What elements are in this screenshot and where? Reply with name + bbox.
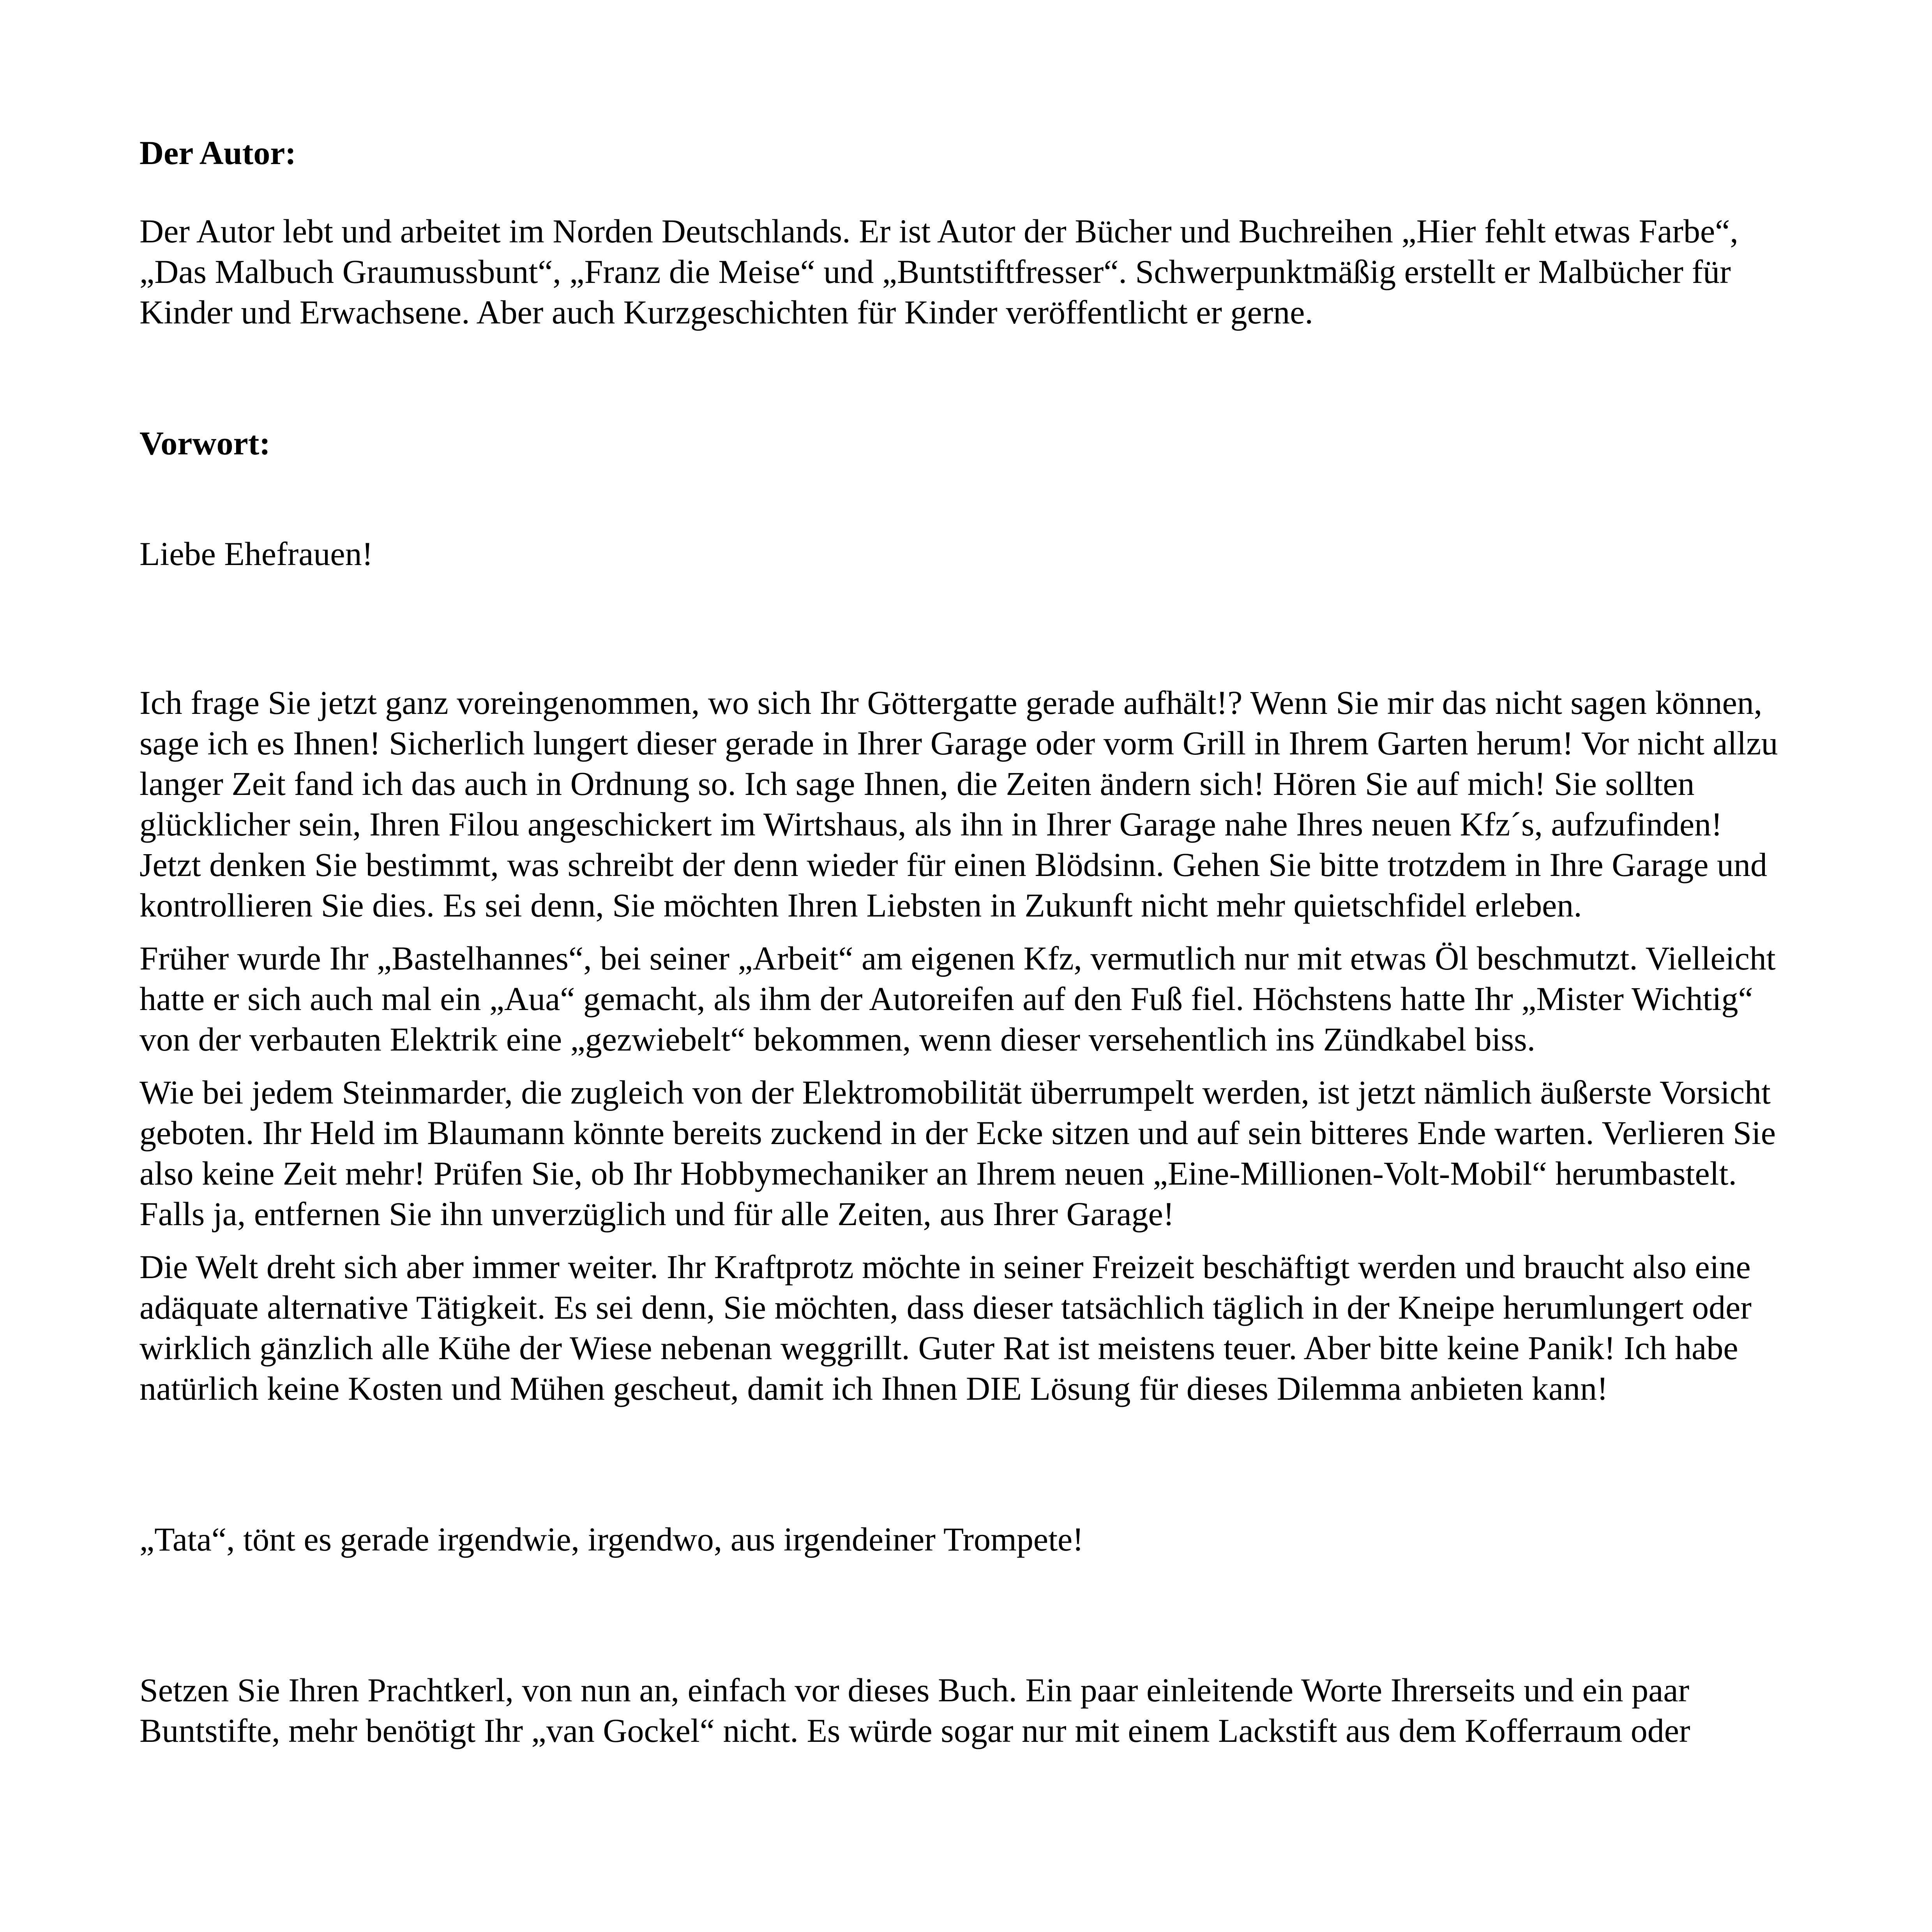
salutation: Liebe Ehefrauen! <box>140 535 373 572</box>
paragraph-line: Jetzt denken Sie bestimmt, was schreibt der denn wieder für einen Blödsinn. Gehen Sie bitte trotzdem in Ihre Garage und <box>140 846 1767 883</box>
paragraph-line: glücklicher sein, Ihren Filou angeschickert im Wirtshaus, als ihn in Ihrer Garage nahe Ihres neuen Kfz´s, aufzufinden! <box>140 805 1722 843</box>
foreword-paragraph <box>140 1247 1916 1409</box>
paragraph-line: Falls ja, entfernen Sie ihn unverzüglich und für alle Zeiten, aus Ihrer Garage! <box>140 1195 1174 1233</box>
paragraph-line: Buntstifte, mehr benötigt Ihr „van Gockel“ nicht. Es würde sogar nur mit einem Lackstift aus dem Kofferraum oder <box>140 1712 1690 1749</box>
closing-paragraph <box>140 1670 1916 1751</box>
paragraph-line: Wie bei jedem Steinmarder, die zugleich von der Elektromobilität überrumpelt werden, ist jetzt nämlich äußerste Vorsicht <box>140 1074 1771 1111</box>
paragraph-line: adäquate alternative Tätigkeit. Es sei denn, Sie möchten, dass dieser tatsächlich täglich in der Kneipe herumlungert oder <box>140 1289 1752 1326</box>
author-heading: Der Autor: <box>140 134 297 171</box>
paragraph-line: kontrollieren Sie dies. Es sei denn, Sie möchten Ihren Liebsten in Zukunft nicht mehr quietschfidel erleben. <box>140 887 1582 924</box>
author-paragraph <box>140 211 1916 332</box>
paragraph-line: Setzen Sie Ihren Prachtkerl, von nun an, einfach vor dieses Buch. Ein paar einleitende Worte Ihrerseits und ein paar <box>140 1671 1690 1709</box>
paragraph-line: Früher wurde Ihr „Bastelhannes“, bei seiner „Arbeit“ am eigenen Kfz, vermutlich nur mit etwas Öl beschmutzt. Vielleicht <box>140 940 1776 977</box>
paragraph-line: sage ich es Ihnen! Sicherlich lungert dieser gerade in Ihrer Garage oder vorm Grill in Ihrem Garten herum! Vor nicht allzu <box>140 724 1778 762</box>
author-line: „Das Malbuch Graumussbunt“, „Franz die Meise“ und „Buntstiftfresser“. Schwerpunktmäßig erstellt er Malbücher für <box>140 253 1731 290</box>
author-line: Kinder und Erwachsene. Aber auch Kurzgeschichten für Kinder veröffentlicht er gerne. <box>140 293 1313 331</box>
paragraph-line: von der verbauten Elektrik eine „gezwiebelt“ bekommen, wenn dieser versehentlich ins Zündkabel biss. <box>140 1021 1536 1058</box>
paragraph-line: Ich frage Sie jetzt ganz voreingenommen, wo sich Ihr Göttergatte gerade aufhält!? Wenn Sie mir das nicht sagen können, <box>140 684 1762 721</box>
foreword-paragraph <box>140 1072 1916 1234</box>
paragraph-line: hatte er sich auch mal ein „Aua“ gemacht, als ihm der Autoreifen auf den Fuß fiel. Höchstens hatte Ihr „Mister Wichtig“ <box>140 980 1753 1017</box>
foreword-heading: Vorwort: <box>140 424 270 462</box>
page-content <box>140 132 1916 1751</box>
foreword-paragraph <box>140 682 1916 925</box>
fanfare-line: „Tata“, tönt es gerade irgendwie, irgendwo, aus irgendeiner Trompete! <box>140 1521 1084 1558</box>
paragraph-line: langer Zeit fand ich das auch in Ordnung so. Ich sage Ihnen, die Zeiten ändern sich! Hören Sie auf mich! Sie sollten <box>140 765 1695 802</box>
paragraph-line: also keine Zeit mehr! Prüfen Sie, ob Ihr Hobbymechaniker an Ihrem neuen „Eine-Millionen-Volt-Mobil“ herumbastelt. <box>140 1155 1737 1192</box>
paragraph-line: geboten. Ihr Held im Blaumann könnte bereits zuckend in der Ecke sitzen und auf sein bitteres Ende warten. Verlieren Sie <box>140 1114 1776 1151</box>
paragraph-line: wirklich gänzlich alle Kühe der Wiese nebenan weggrillt. Guter Rat ist meistens teuer. Aber bitte keine Panik! Ich habe <box>140 1329 1738 1367</box>
author-line: Der Autor lebt und arbeitet im Norden Deutschlands. Er ist Autor der Bücher und Buchreihen „Hier fehlt etwas Farbe“, <box>140 212 1738 250</box>
paragraph-line: natürlich keine Kosten und Mühen gescheut, damit ich Ihnen DIE Lösung für dieses Dilemma anbieten kann! <box>140 1370 1608 1407</box>
foreword-paragraph <box>140 938 1916 1060</box>
paragraph-line: Die Welt dreht sich aber immer weiter. Ihr Kraftprotz möchte in seiner Freizeit beschäftigt werden und braucht also eine <box>140 1248 1751 1286</box>
